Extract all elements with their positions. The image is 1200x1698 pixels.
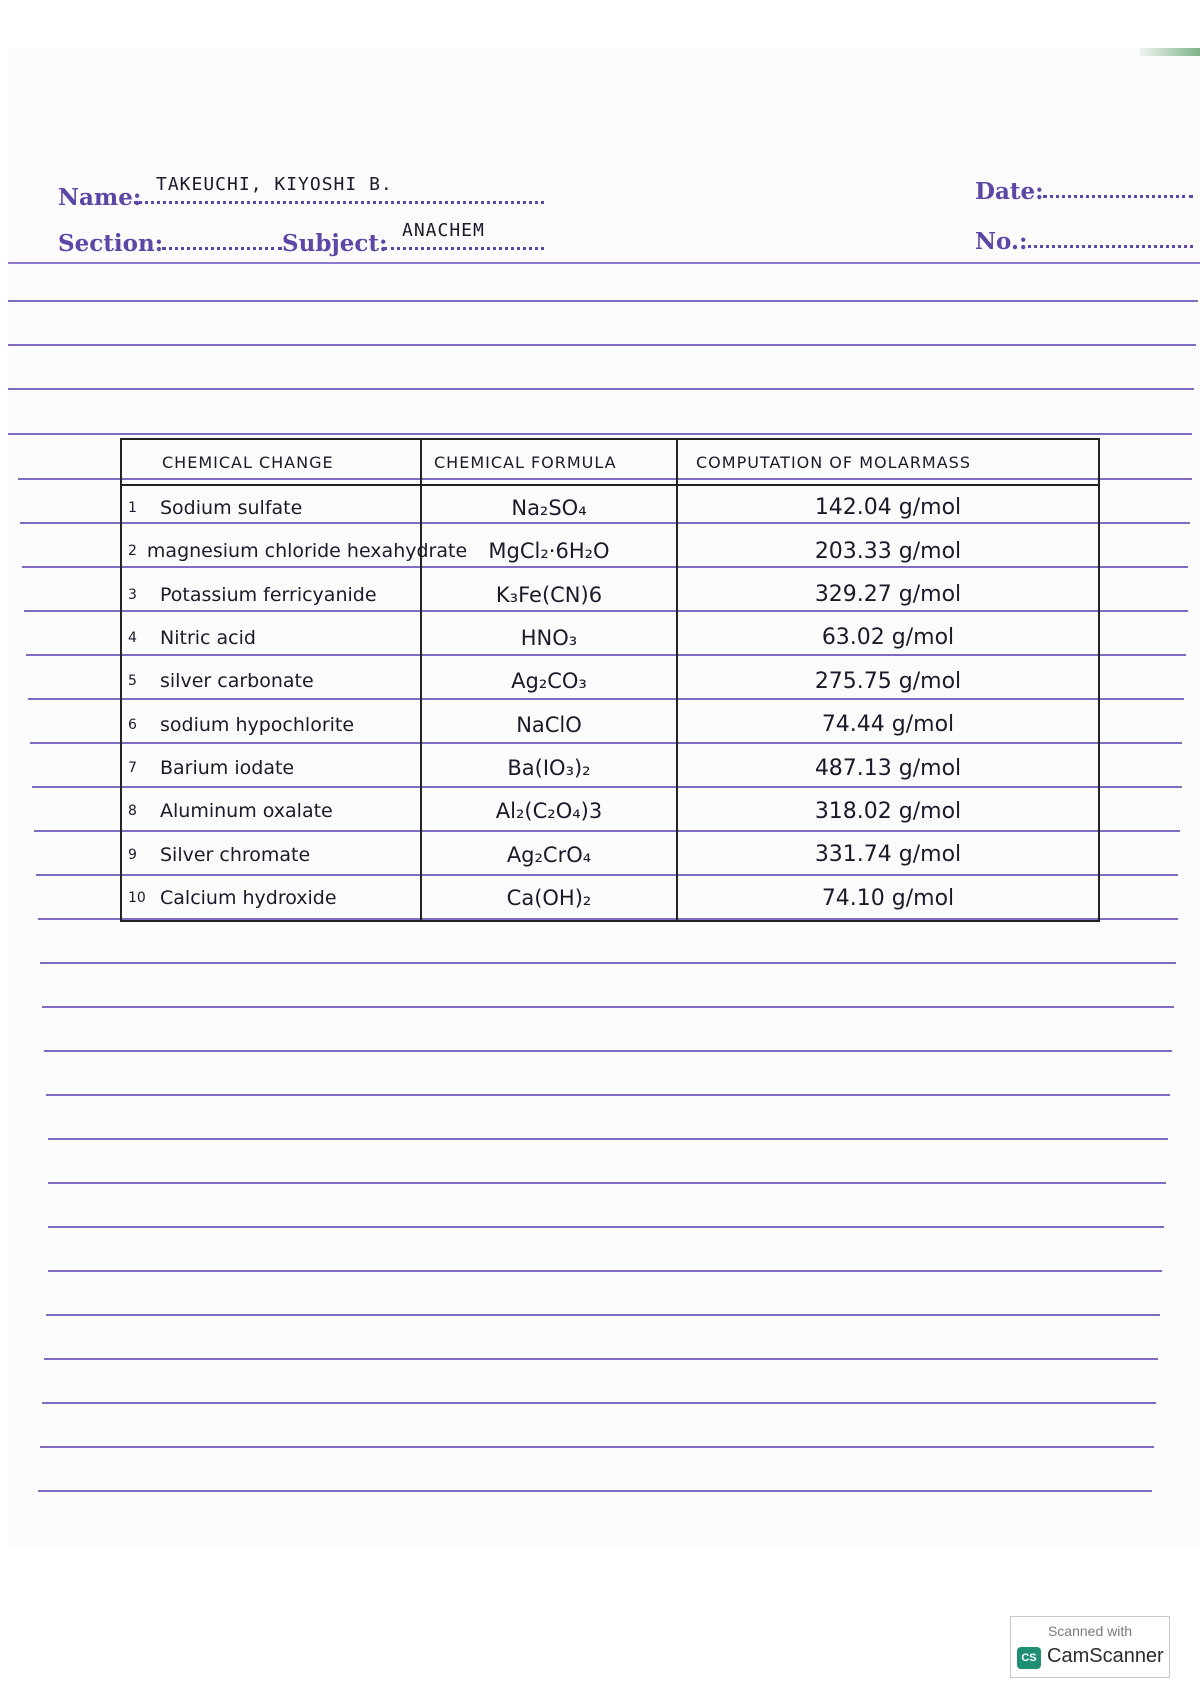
subject-value: ANACHEM (402, 220, 485, 241)
ruled-line (48, 1138, 1168, 1140)
ruled-line (46, 1314, 1160, 1316)
row-number: 8 (128, 803, 137, 820)
column-header-chemical-formula: CHEMICAL FORMULA (421, 439, 677, 485)
no-label: No.: (975, 228, 1028, 255)
notebook-page (8, 48, 1200, 1548)
row-number: 3 (128, 586, 137, 603)
row-number: 7 (128, 760, 137, 777)
chemical-name: Calcium hydroxide (160, 887, 337, 910)
ruled-line (44, 1050, 1172, 1052)
cell-molar-mass: 63.02 g/mol (677, 616, 1099, 659)
chemical-name: Aluminum oxalate (160, 800, 333, 823)
cell-chemical-change (121, 616, 421, 659)
ruled-line (48, 1226, 1164, 1228)
cell-chemical-formula: HNO₃ (421, 616, 677, 659)
name-label: Name: (58, 184, 142, 211)
cell-molar-mass: 203.33 g/mol (677, 529, 1099, 572)
table-row (121, 790, 1099, 833)
subject-label: Subject: (282, 230, 388, 257)
cell-chemical-change (121, 876, 421, 921)
cell-chemical-change (121, 833, 421, 876)
cell-chemical-formula: Al₂(C₂O₄)3 (421, 790, 677, 833)
table-header-row (121, 439, 1099, 485)
cell-molar-mass: 74.44 g/mol (677, 703, 1099, 746)
cell-chemical-formula: Na₂SO₄ (421, 485, 677, 529)
badge-scanned-with: Scanned with (1047, 1623, 1133, 1639)
chemical-name: Sodium sulfate (160, 496, 303, 519)
section-dotted-line (162, 244, 282, 250)
cell-molar-mass: 329.27 g/mol (677, 573, 1099, 616)
chemical-name: Silver chromate (160, 843, 311, 866)
table-row (121, 529, 1099, 572)
camscanner-logo-icon: CS (1017, 1647, 1041, 1669)
row-number: 10 (128, 890, 146, 907)
cell-chemical-formula: Ag₂CrO₄ (421, 833, 677, 876)
cell-chemical-formula: Ca(OH)₂ (421, 876, 677, 921)
cell-molar-mass: 331.74 g/mol (677, 833, 1099, 876)
cell-chemical-formula: NaClO (421, 703, 677, 746)
cell-chemical-change (121, 790, 421, 833)
cell-molar-mass: 74.10 g/mol (677, 876, 1099, 921)
ruled-line (42, 1006, 1174, 1008)
table-row (121, 616, 1099, 659)
ruled-line (38, 1490, 1152, 1492)
no-dotted-line (1028, 242, 1193, 248)
row-number: 1 (128, 499, 137, 516)
chemical-name: sodium hypochlorite (160, 713, 355, 736)
row-number: 9 (128, 846, 137, 863)
table-row (121, 876, 1099, 921)
row-number: 6 (128, 716, 137, 733)
table-row (121, 573, 1099, 616)
table-row (121, 485, 1099, 529)
subject-dotted-line (384, 244, 544, 250)
ruled-line (8, 388, 1194, 390)
name-value: TAKEUCHI, KIYOSHI B. (156, 174, 393, 195)
row-number: 4 (128, 629, 137, 646)
chemical-name: Nitric acid (160, 626, 256, 649)
cell-molar-mass: 487.13 g/mol (677, 746, 1099, 789)
cell-chemical-change (121, 746, 421, 789)
table-row (121, 746, 1099, 789)
column-header-molar-mass: COMPUTATION OF MOLARMASS (677, 439, 1099, 485)
column-header-chemical-change: CHEMICAL CHANGE (121, 439, 421, 485)
ruled-line (40, 1446, 1154, 1448)
molar-mass-table (120, 438, 1100, 922)
chemical-name: silver carbonate (160, 670, 314, 693)
table-row (121, 833, 1099, 876)
row-number: 2 (128, 543, 137, 560)
badge-camscanner: CamScanner (1047, 1645, 1164, 1667)
section-label: Section: (58, 230, 164, 257)
ruled-line (44, 1358, 1158, 1360)
cell-chemical-change (121, 573, 421, 616)
cell-chemical-formula: Ag₂CO₃ (421, 660, 677, 703)
cell-chemical-formula: Ba(IO₃)₂ (421, 746, 677, 789)
row-number: 5 (128, 673, 137, 690)
page-edge-mark (1140, 48, 1200, 56)
table-row (121, 703, 1099, 746)
table-row (121, 660, 1099, 703)
cell-molar-mass: 142.04 g/mol (677, 485, 1099, 529)
ruled-line (48, 1270, 1162, 1272)
chemical-name: Barium iodate (160, 757, 295, 780)
ruled-line (8, 344, 1196, 346)
ruled-line (8, 433, 1192, 435)
cell-chemical-change (121, 529, 468, 572)
ruled-line (48, 1182, 1166, 1184)
cell-chemical-change (121, 703, 421, 746)
camscanner-badge (1010, 1616, 1170, 1678)
ruled-line (42, 1402, 1156, 1404)
date-label: Date: (975, 178, 1044, 205)
cell-molar-mass: 318.02 g/mol (677, 790, 1099, 833)
ruled-line (46, 1094, 1170, 1096)
cell-chemical-change (121, 485, 421, 529)
chemical-name: magnesium chloride hexahydrate (146, 540, 468, 563)
cell-molar-mass: 275.75 g/mol (677, 660, 1099, 703)
cell-chemical-formula: MgCl₂·6H₂O (421, 529, 677, 572)
cell-chemical-formula: K₃Fe(CN)6 (421, 573, 677, 616)
chemical-name: Potassium ferricyanide (160, 583, 377, 606)
ruled-line (40, 962, 1176, 964)
cell-chemical-change (121, 660, 421, 703)
date-dotted-line (1043, 192, 1193, 198)
header-rule (8, 262, 1200, 264)
name-dotted-line (134, 198, 544, 204)
ruled-line (8, 300, 1198, 302)
